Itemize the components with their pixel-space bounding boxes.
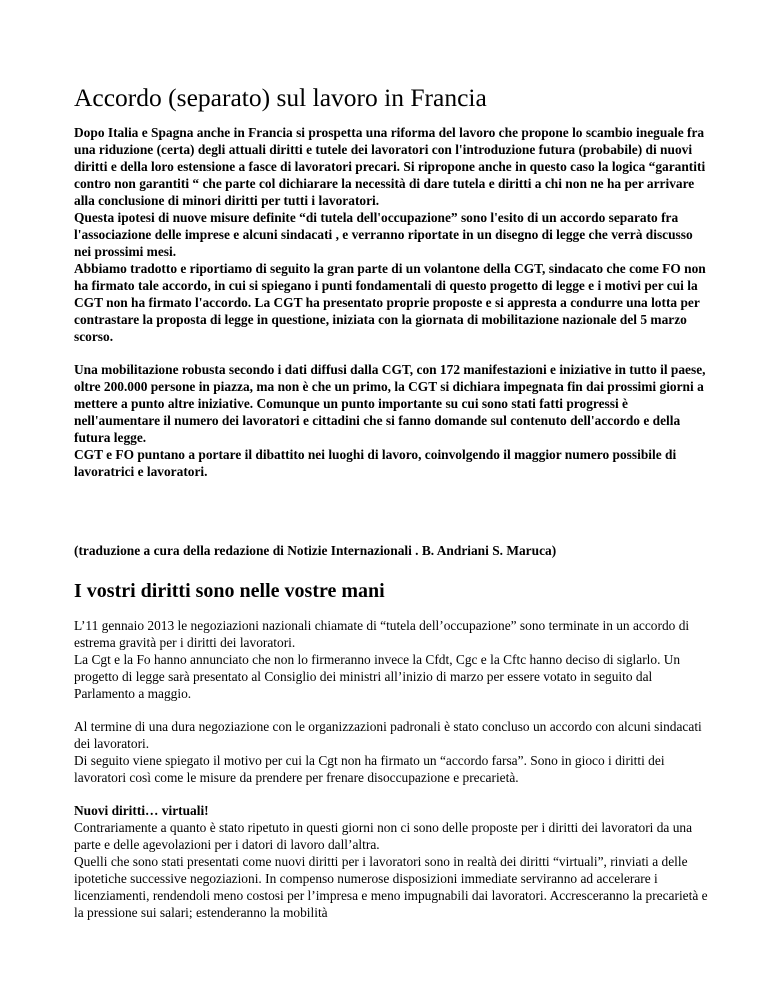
mobilization-paragraph: Una mobilitazione robusta secondo i dati diffusi dalla CGT, con 172 manifestazioni e iniziative in tutto il paese, oltre 200.000 persone in piazza, ma non è che un primo, la CGT si dichiara impegnata fin dai prossimi giorni a mettere a punto altre iniziative. Comunque un punto importante su cui sono stati fatti progressi è nell'aumentare il numero dei lavoratori e cittadini che si fanno domande sul contenuto dell'accordo e della futura legge.: [74, 362, 706, 445]
section-paragraph: Di seguito viene spiegato il motivo per cui la Cgt non ha firmato un “accordo farsa”. Sono in gioco i diritti dei lavoratori così come le misure da prendere per frenare disoccupazione e precarietà.: [74, 753, 665, 785]
intro-paragraph-group: [74, 124, 708, 345]
mobilization-paragraph-group: [74, 361, 708, 480]
section-paragraph-group: [74, 718, 708, 786]
section-paragraph: Quelli che sono stati presentati come nuovi diritti per i lavoratori sono in realtà dei diritti “virtuali”, rinviati a delle ipotetiche successive negoziazioni. In compenso numerose disposizioni immediate serviranno ad accelerare i licenziamenti, rendendoli meno costosi per l’impresa e meno impugnabili dai lavoratori. Accresceranno la precarietà e la pressione sui salari; estenderanno la mobilità: [74, 854, 708, 920]
section-paragraph: L’11 gennaio 2013 le negoziazioni nazionali chiamate di “tutela dell’occupazione” sono terminate in un accordo di estrema gravità per i diritti dei lavoratori.: [74, 618, 690, 650]
intro-paragraph: Dopo Italia e Spagna anche in Francia si prospetta una riforma del lavoro che propone lo scambio ineguale fra una riduzione (certa) degli attuali diritti e tutele dei lavoratori con l'introduzione futura (probabile) di nuovi diritti e della loro estensione a fasce di lavoratori precari. Si ripropone anche in questo caso la logica “garantiti contro non garantiti “ che parte col dichiarare la necessità di dare tutela e diritti a chi non ne ha per arrivare alla conclusione di minori diritti per tutti i lavoratori.: [74, 125, 706, 208]
section-paragraph: Al termine di una dura negoziazione con le organizzazioni padronali è stato concluso un accordo con alcuni sindacati dei lavoratori.: [74, 719, 702, 751]
translation-credit: (traduzione a cura della redazione di Notizie Internazionali . B. Andriani S. Maruca): [74, 543, 557, 558]
intro-paragraph: Abbiamo tradotto e riportiamo di seguito la gran parte di un volantone della CGT, sindacato che come FO non ha firmato tale accordo, in cui si spiegano i punti fondamentali di questo progetto di legge e i motivi per cui la CGT non ha firmato l'accordo. La CGT ha presentato proprie proposte e si appresta a condurre una lotta per contrastare la proposta di legge in questione, iniziata con la giornata di mobilitazione nazionale del 5 marzo scorso.: [74, 261, 706, 344]
intro-paragraph: Questa ipotesi di nuove misure definite “di tutela dell'occupazione” sono l'esito di un accordo separato fra l'associazione delle imprese e alcuni sindacati , e verranno riportate in un disegno di legge che verrà discusso nei prossimi mesi.: [74, 210, 693, 259]
subheading: Nuovi diritti… virtuali!: [74, 803, 209, 818]
section-paragraph-group: [74, 617, 708, 702]
mobilization-paragraph: CGT e FO puntano a portare il dibattito nei luoghi di lavoro, coinvolgendo il maggior numero possibile di lavoratrici e lavoratori.: [74, 447, 677, 479]
section-paragraph: La Cgt e la Fo hanno annunciato che non lo firmeranno invece la Cfdt, Cgc e la Cftc hanno deciso di siglarlo. Un progetto di legge sarà presentato al Consiglio dei ministri all’inizio di marzo per essere votato in seguito dal Parlamento a maggio.: [74, 652, 681, 701]
section-paragraph: Contrariamente a quanto è stato ripetuto in questi giorni non ci sono delle proposte per i diritti dei lavoratori da una parte e delle agevolazioni per i datori di lavoro dall’altra.: [74, 820, 693, 852]
section-title: I vostri diritti sono nelle vostre mani: [74, 580, 385, 602]
document-title: Accordo (separato) sul lavoro in Francia: [74, 83, 487, 112]
section-paragraph-group: [74, 819, 708, 921]
